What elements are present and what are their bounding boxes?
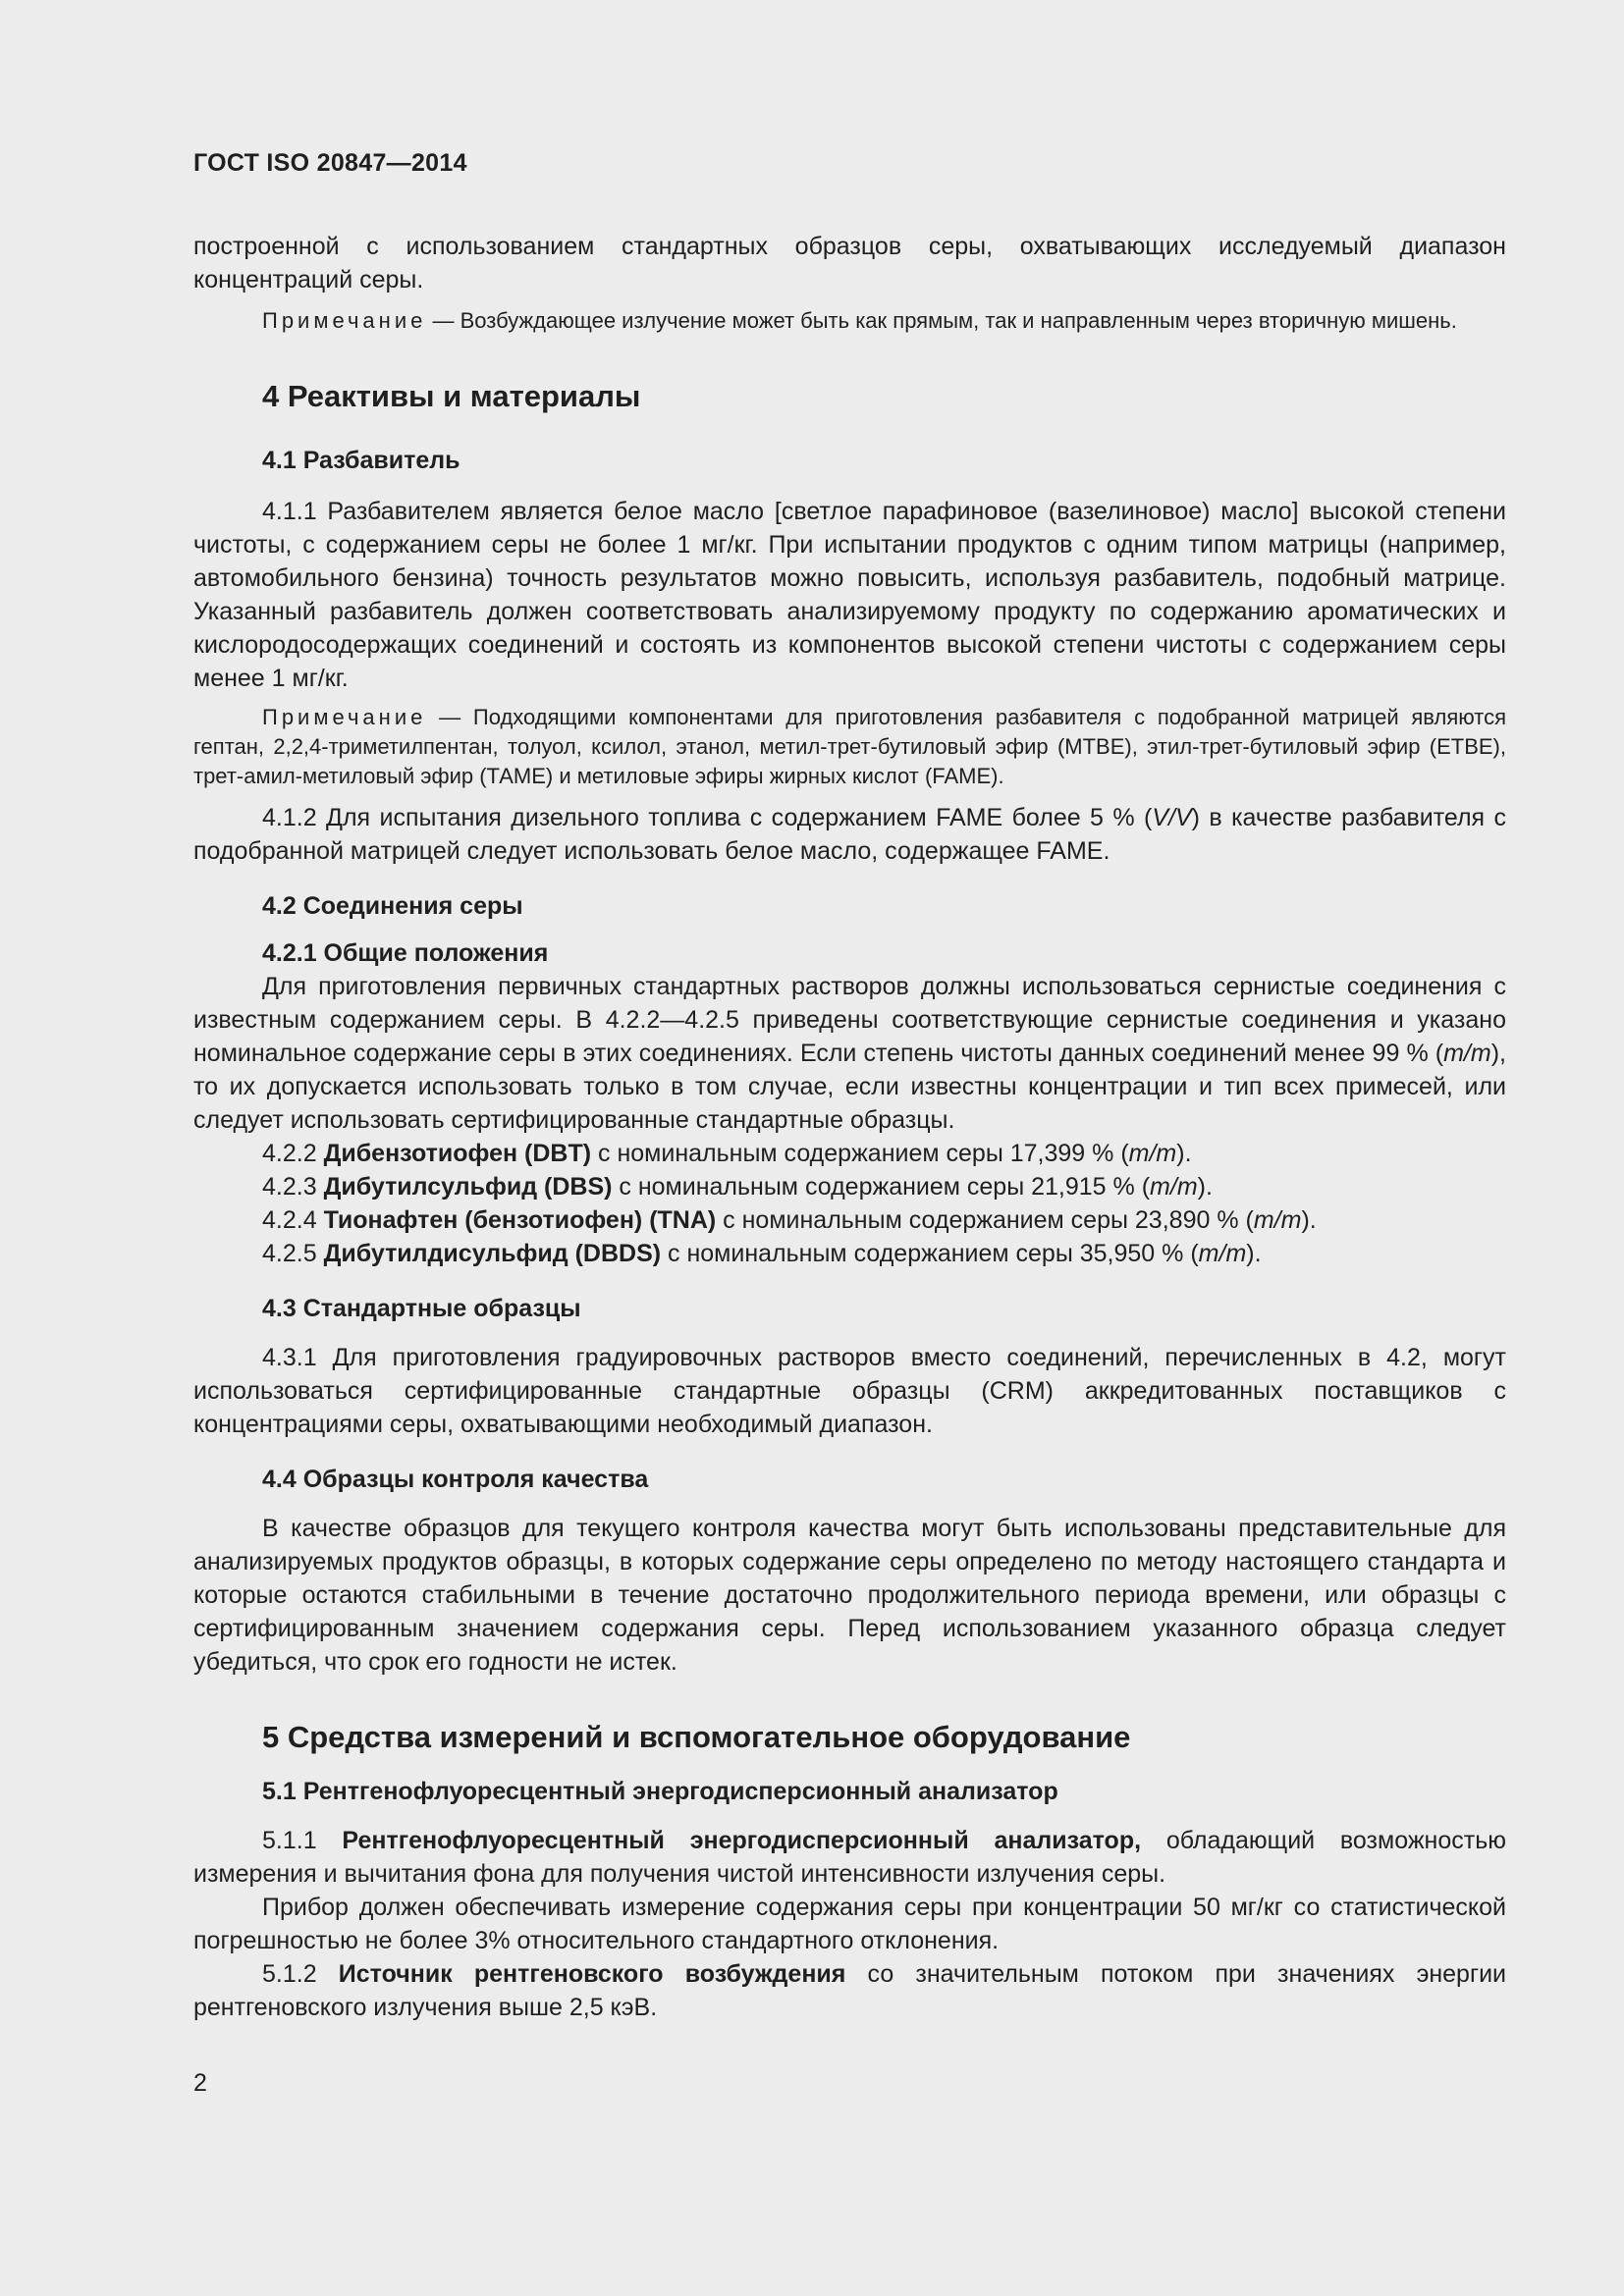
paragraph-5-1-1: 5.1.1 Рентгенофлуоресцентный энергодисперсионный анализатор, обладающий возможностью измерения и вычитания фона для получения чистой интенсивности излучения серы.: [193, 1827, 1506, 1888]
note-text: — Возбуждающее излучение может быть как прямым, так и направленным через вторичную мишень.: [426, 308, 1457, 333]
section-4-1-title: 4.1 Разбавитель: [262, 447, 460, 474]
compound-item: 4.2.3 Дибутилсульфид (DBS) с номинальным содержанием серы 21,915 % (m/m).: [262, 1173, 1213, 1201]
compound-item: 4.2.2 Дибензотиофен (DBT) с номинальным содержанием серы 17,399 % (m/m).: [262, 1140, 1192, 1167]
note-label: Примечание: [262, 308, 427, 333]
compound-item: 4.2.4 Тионафтен (бензотиофен) (TNA) с номинальным содержанием серы 23,890 % (m/m).: [262, 1206, 1317, 1234]
section-4-2-1-title: 4.2.1 Общие положения: [262, 939, 549, 967]
paragraph-4-2-1: Для приготовления первичных стандартных растворов должны использоваться сернистые соединения с известным содержанием серы. В 4.2.2—4.2.5 приведены соответствующие сернистые соединения и указано номинальное содержание серы в этих соединениях. Если степень чистоты данных соединений менее 99 % (m/m), то их допускается использовать только в том случае, если известны концентрации и тип всех примесей, или следует использовать сертифицированные стандартные образцы.: [193, 973, 1506, 1134]
paragraph-4-3-1: 4.3.1 Для приготовления градуировочных растворов вместо соединений, перечисленных в 4.2, могут использоваться сертифицированные стандартные образцы (CRM) аккредитованных поставщиков с концентрациями серы, охватывающими необходимый диапазон.: [193, 1344, 1506, 1438]
paragraph-4-1-1: 4.1.1 Разбавителем является белое масло [светлое парафиновое (вазелиновое) масло] высокой степени чистоты, с содержанием серы не более 1 мг/кг. При испытании продуктов с одним типом матрицы (например, автомобильного бензина) точность результатов можно повысить, используя разбавитель, подобный матрице. Указанный разбавитель должен соответствовать анализируемому продукту по содержанию ароматических и кислородосодержащих соединений и состоять из компонентов высокой степени чистоты с содержанием серы менее 1 мг/кг.: [193, 498, 1506, 692]
section-5-title: 5 Средства измерений и вспомогательное оборудование: [262, 1720, 1131, 1754]
paragraph-5-1-2: 5.1.2 Источник рентгеновского возбуждения со значительным потоком при значениях энергии рентгеновского излучения выше 2,5 кэВ.: [193, 1960, 1506, 2021]
section-4-4-title: 4.4 Образцы контроля качества: [262, 1466, 649, 1493]
paragraph-4-1-2: 4.1.2 Для испытания дизельного топлива с содержанием FAME более 5 % (V/V) в качестве разбавителя с подобранной матрицей следует использовать белое масло, содержащее FAME.: [193, 804, 1506, 865]
page-number: 2: [193, 2069, 207, 2097]
section-5-1-title: 5.1 Рентгенофлуоресцентный энергодисперсионный анализатор: [262, 1778, 1058, 1805]
note-2: [193, 703, 1506, 791]
note-text: — Подходящими компонентами для приготовления разбавителя с подобранной матрицей являются гептан, 2,2,4-триметилпентан, толуол, ксилол, этанол, метил-трет-бутиловый эфир (МТВЕ), этил-трет-бутиловый эфир (ЕТВЕ), трет-амил-метиловый эфир (ТАМЕ) и метиловые эфиры жирных кислот (FAME).: [193, 705, 1506, 788]
paragraph-4-4: В качестве образцов для текущего контроля качества могут быть использованы представительные для анализируемых продуктов образцы, в которых содержание серы определено по методу настоящего стандарта и которые остаются стабильными в течение достаточно продолжительного периода времени, или образцы с сертифицированным значением содержания серы. Перед использованием указанного образца следует убедиться, что срок его годности не истек.: [193, 1515, 1506, 1676]
intro-paragraph: построенной с использованием стандартных образцов серы, охватывающих исследуемый диапазон концентраций серы.: [193, 233, 1506, 294]
page-body: [193, 147, 1506, 2024]
section-4-2-title: 4.2 Соединения серы: [262, 892, 523, 920]
section-4-3-title: 4.3 Стандартные образцы: [262, 1295, 581, 1322]
document-header: ГОСТ ISO 20847—2014: [193, 149, 467, 177]
section-4-title: 4 Реактивы и материалы: [262, 379, 641, 413]
note-label: Примечание: [262, 705, 427, 729]
paragraph-5-1-1b: Прибор должен обеспечивать измерение содержания серы при концентрации 50 мг/кг со статистической погрешностью не более 3% относительного стандартного отклонения.: [193, 1894, 1506, 1954]
note-1: [193, 306, 1506, 336]
compound-item: 4.2.5 Дибутилдисульфид (DBDS) с номинальным содержанием серы 35,950 % (m/m).: [262, 1240, 1262, 1267]
